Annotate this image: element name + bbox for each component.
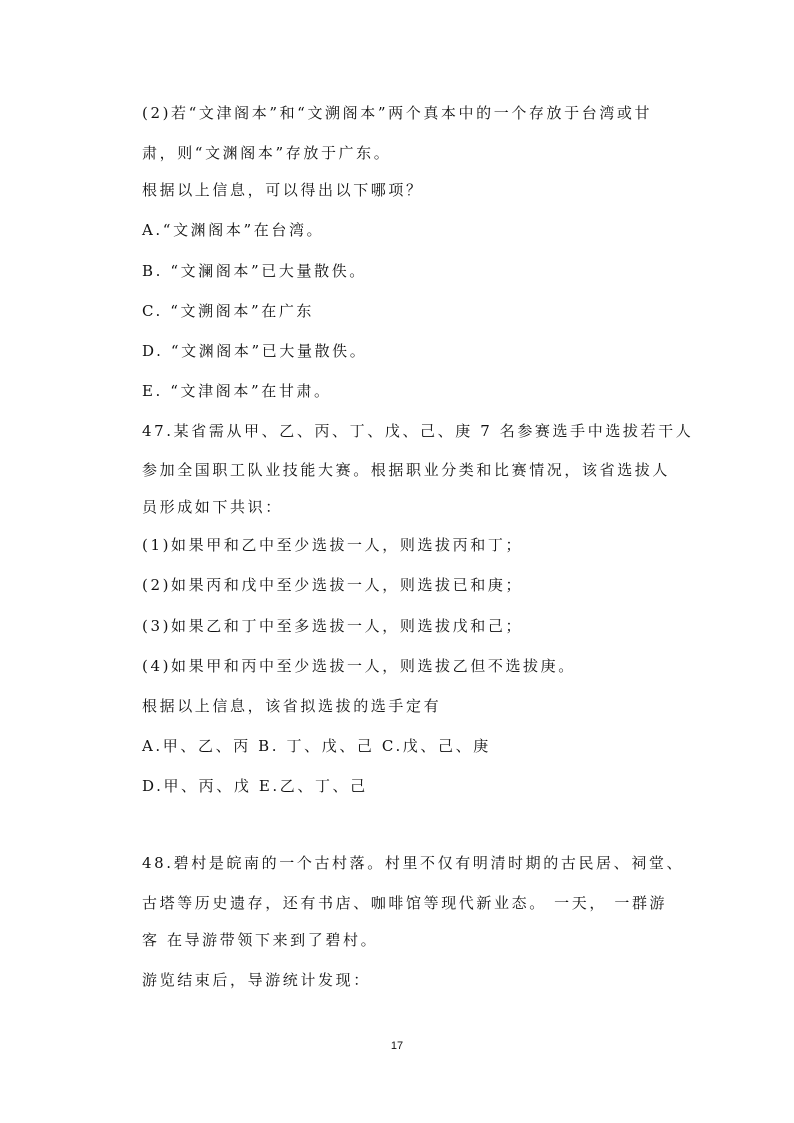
q47-condition-3: (3)如果乙和丁中至多选拔一人，则选拔戊和己； [142, 617, 524, 635]
q46-condition-2-line-1: (2)若“文津阁本”和“文溯阁本”两个真本中的一个存放于台湾或甘 [142, 104, 653, 122]
q46-option-b: B. “文澜阁本”已大量散佚。 [142, 262, 367, 280]
page-number: 17 [390, 1040, 404, 1052]
q47-prompt: 根据以上信息，该省拟选拔的选手定有 [142, 697, 442, 715]
q47-stem-line-3: 员形成如下共识： [142, 498, 283, 516]
q46-prompt: 根据以上信息，可以得出以下哪项？ [142, 181, 424, 199]
q47-condition-4: (4)如果甲和丙中至少选拔一人，则选拔乙但不选拔庚。 [142, 657, 576, 675]
q48-stem-line-1: 48.碧村是皖南的一个古村落。村里不仅有明清时期的古民居、祠堂、 [142, 854, 685, 872]
q48-stem-line-4: 游览结束后，导游统计发现： [142, 971, 371, 989]
q46-condition-2-line-2: 肃，则“文渊阁本”存放于广东。 [142, 144, 392, 162]
q48-stem-line-2: 古塔等历史遗存，还有书店、咖啡馆等现代新业态。 一天， 一群游 [142, 894, 668, 912]
q47-stem-line-2: 参加全国职工队业技能大赛。根据职业分类和比赛情况，该省选拔人 [142, 461, 671, 479]
q46-option-c: C. “文溯阁本”在广东 [142, 302, 315, 320]
q47-condition-2: (2)如果丙和戊中至少选拔一人，则选拔已和庚； [142, 576, 524, 594]
q48-stem-line-3: 客 在导游带领下来到了碧村。 [142, 931, 379, 949]
q47-options-line-2: D.甲、丙、戊 E.乙、丁、己 [142, 777, 368, 795]
q46-option-d: D. “文渊阁本”已大量散佚。 [142, 342, 368, 360]
q46-option-e: E. “文津阁本”在甘肃。 [142, 382, 332, 400]
q47-options-line-1: A.甲、乙、丙 B. 丁、戊、己 C.戊、己、庚 [142, 737, 491, 755]
q47-condition-1: (1)如果甲和乙中至少选拔一人，则选拔丙和丁； [142, 536, 524, 554]
q47-stem-line-1: 47.某省需从甲、乙、丙、丁、戊、己、庚 7 名参赛选手中选拔若干人 [142, 422, 694, 440]
q46-option-a: A.“文渊阁本”在台湾。 [142, 221, 325, 239]
